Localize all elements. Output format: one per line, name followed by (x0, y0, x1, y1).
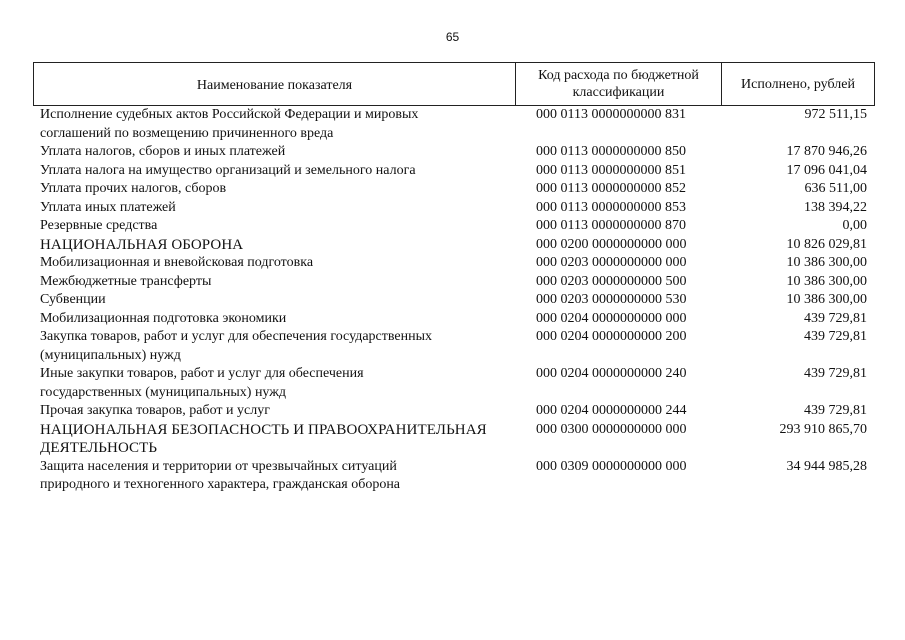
row-name: Прочая закупка товаров, работ и услуг (40, 403, 270, 418)
table-row (0, 199, 905, 218)
table-row (0, 254, 905, 273)
row-code: 000 0113 0000000000 870 (536, 218, 686, 233)
row-code: 000 0300 0000000000 000 (536, 421, 687, 437)
row-amount: 439 729,81 (804, 366, 867, 381)
row-amount: 439 729,81 (804, 329, 867, 344)
row-code: 000 0113 0000000000 853 (536, 199, 686, 215)
table-row (0, 458, 905, 495)
row-amount: 17 870 946,26 (786, 144, 867, 159)
table-header (33, 62, 875, 106)
row-code: 000 0203 0000000000 000 (536, 255, 687, 270)
table-row (0, 217, 905, 236)
row-name: Исполнение судебных актов Российской Федерации и мировых соглашений по возмещению причиненного вреда (40, 107, 419, 141)
row-amount: 34 944 985,28 (786, 458, 867, 474)
row-name: Мобилизационная подготовка экономики (40, 310, 287, 326)
row-name: Мобилизационная и вневойсковая подготовка (40, 255, 314, 270)
row-amount: 10 386 300,00 (786, 255, 867, 270)
table-row (0, 365, 905, 402)
column-header-code: Код расхода по бюджетной классификации (516, 63, 722, 105)
row-code: 000 0204 0000000000 244 (536, 403, 687, 418)
row-code: 000 0204 0000000000 200 (536, 329, 687, 344)
row-name: Иные закупки товаров, работ и услуг для обеспечения государственных (муниципальных) нужд (40, 366, 364, 400)
column-header-amount: Исполнено, рублей (741, 76, 855, 92)
row-amount: 10 386 300,00 (786, 292, 867, 307)
row-name: Субвенции (40, 292, 106, 307)
row-code: 000 0113 0000000000 831 (536, 107, 686, 122)
table-row (0, 328, 905, 365)
page-number: 65 (445, 30, 460, 44)
table-row (0, 291, 905, 310)
table-row (0, 143, 905, 162)
row-amount: 0,00 (842, 218, 867, 233)
row-name: Защита населения и территории от чрезвычайных ситуаций природного и техногенного характера, гражданская оборона (40, 458, 401, 492)
row-code: 000 0113 0000000000 851 (536, 162, 686, 178)
row-name: НАЦИОНАЛЬНАЯ БЕЗОПАСНОСТЬ И ПРАВООХРАНИТЕЛЬНАЯ ДЕЯТЕЛЬНОСТЬ (40, 421, 487, 456)
row-code: 000 0204 0000000000 000 (536, 310, 687, 326)
row-amount: 10 826 029,81 (786, 236, 867, 252)
row-name: Уплата прочих налогов, сборов (40, 181, 227, 196)
row-name: НАЦИОНАЛЬНАЯ ОБОРОНА (40, 236, 244, 253)
row-amount: 138 394,22 (804, 199, 867, 215)
row-amount: 293 910 865,70 (779, 421, 867, 437)
row-code: 000 0113 0000000000 852 (536, 181, 686, 196)
table-row (0, 310, 905, 329)
table-row (0, 162, 905, 181)
table-row (0, 180, 905, 199)
table-row (0, 402, 905, 421)
row-name: Закупка товаров, работ и услуг для обеспечения государственных (муниципальных) нужд (40, 329, 433, 363)
row-code: 000 0204 0000000000 240 (536, 366, 687, 381)
table-body (0, 106, 905, 495)
table-row-section (0, 236, 905, 255)
row-code: 000 0200 0000000000 000 (536, 236, 687, 252)
row-name: Резервные средства (40, 218, 158, 233)
row-name: Уплата иных платежей (40, 199, 176, 215)
table-row-section (0, 421, 905, 458)
row-code: 000 0309 0000000000 000 (536, 458, 687, 474)
row-name: Уплата налога на имущество организаций и земельного налога (40, 162, 416, 178)
row-name: Уплата налогов, сборов и иных платежей (40, 144, 286, 159)
table-row (0, 106, 905, 143)
column-header-name: Наименование показателя (34, 63, 516, 105)
row-amount: 439 729,81 (804, 310, 867, 326)
row-amount: 10 386 300,00 (786, 273, 867, 289)
table-row (0, 273, 905, 292)
row-code: 000 0203 0000000000 500 (536, 273, 687, 289)
row-code: 000 0203 0000000000 530 (536, 292, 687, 307)
row-amount: 439 729,81 (804, 403, 867, 418)
row-amount: 636 511,00 (804, 181, 867, 196)
row-name: Межбюджетные трансферты (40, 273, 212, 289)
row-amount: 17 096 041,04 (786, 162, 867, 178)
row-amount: 972 511,15 (804, 107, 867, 122)
row-code: 000 0113 0000000000 850 (536, 144, 686, 159)
